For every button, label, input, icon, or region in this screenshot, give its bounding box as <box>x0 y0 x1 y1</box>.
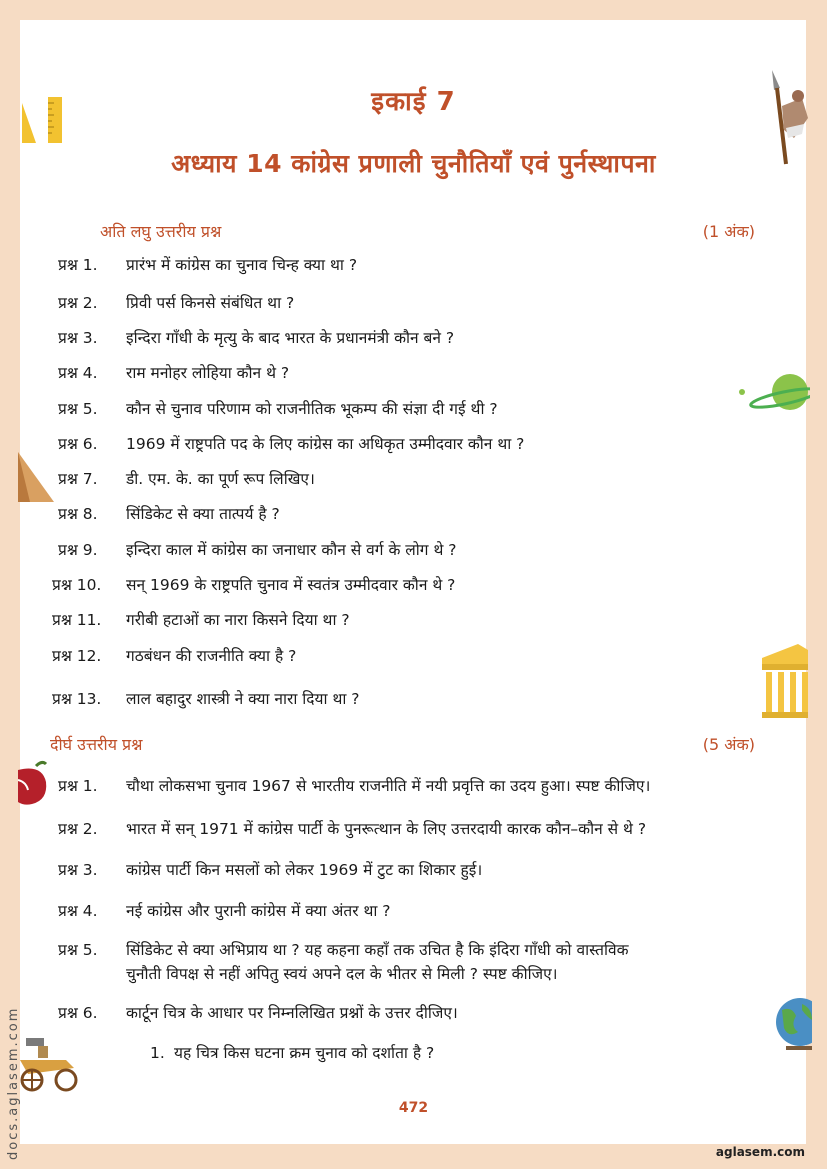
question-number: प्रश्न 5. <box>58 400 98 418</box>
page-number: 472 <box>398 1100 429 1116</box>
sub-question-text: यह चित्र किस घटना क्रम चुनाव को दर्शाता है ? <box>174 1044 435 1062</box>
question-text: डी. एम. के. का पूर्ण रूप लिखिए। <box>126 470 315 488</box>
question-text: कार्टून चित्र के आधार पर निम्नलिखित प्रश्नों के उत्तर दीजिए। <box>126 1004 458 1022</box>
question-number: प्रश्न 13. <box>52 690 102 708</box>
question-number: प्रश्न 9. <box>58 541 98 559</box>
question-text: नई कांग्रेस और पुरानी कांग्रेस में क्या अंतर था ? <box>126 902 391 920</box>
question-number: प्रश्न 1. <box>58 256 98 274</box>
question-number: प्रश्न 7. <box>58 470 98 488</box>
planet-icon <box>738 370 810 416</box>
question-text: इन्दिरा गाँधी के मृत्यु के बाद भारत के प्रधानमंत्री कौन बने ? <box>126 329 455 347</box>
section-marks-long: (5 अंक) <box>702 735 755 754</box>
question-text-continued: चुनौती विपक्ष से नहीं अपितु स्वयं अपने दल के भीतर से मिली ? स्पष्ट कीजिए। <box>126 965 558 983</box>
section-marks-short: (1 अंक) <box>702 222 755 241</box>
question-number: प्रश्न 6. <box>58 1004 98 1022</box>
unit-title: इकाई 7 <box>371 87 456 117</box>
question-number: प्रश्न 1. <box>58 777 98 795</box>
question-number: प्रश्न 2. <box>58 294 98 312</box>
question-number: प्रश्न 3. <box>58 329 98 347</box>
question-text: लाल बहादुर शास्त्री ने क्या नारा दिया था ? <box>126 690 360 708</box>
question-number: प्रश्न 12. <box>52 647 102 665</box>
question-text: 1969 में राष्ट्रपति पद के लिए कांग्रेस का अधिकृत उम्मीदवार कौन था ? <box>126 435 525 453</box>
footer-site: aglasem.com <box>715 1145 805 1159</box>
side-watermark: docs.aglasem.com <box>6 1006 21 1160</box>
question-text: सिंडिकेट से क्या अभिप्राय था ? यह कहना कहाँ तक उचित है कि इंदिरा गाँधी को वास्तविक <box>126 941 629 959</box>
question-number: प्रश्न 11. <box>52 611 102 629</box>
question-text: इन्दिरा काल में कांग्रेस का जनाधार कौन से वर्ग के लोग थे ? <box>126 541 457 559</box>
question-text: प्रिवी पर्स किनसे संबंधित था ? <box>126 294 295 312</box>
question-text: सिंडिकेट से क्या तात्पर्य है ? <box>126 505 280 523</box>
question-number: प्रश्न 4. <box>58 364 98 382</box>
question-text: गरीबी हटाओं का नारा किसने दिया था ? <box>126 611 350 629</box>
globe-icon <box>772 996 812 1052</box>
question-number: प्रश्न 5. <box>58 941 98 959</box>
question-text: चौथा लोकसभा चुनाव 1967 से भारतीय राजनीति में नयी प्रवृत्ति का उदय हुआ। स्पष्ट कीजिए। <box>126 777 651 795</box>
section-heading-short: अति लघु उत्तरीय प्रश्न <box>100 222 222 241</box>
section-heading-long: दीर्घ उत्तरीय प्रश्न <box>50 735 143 754</box>
question-text: भारत में सन् 1971 में कांग्रेस पार्टी के पुनरूत्थान के लिए उत्तरदायी कारक कौन–कौन से थे ? <box>126 820 647 838</box>
chariot-icon <box>18 1034 82 1094</box>
sub-question-number: 1. <box>150 1044 165 1062</box>
question-text: प्रारंभ में कांग्रेस का चुनाव चिन्ह क्या था ? <box>126 256 358 274</box>
question-text: राम मनोहर लोहिया कौन थे ? <box>126 364 290 382</box>
question-number: प्रश्न 2. <box>58 820 98 838</box>
question-text: गठबंधन की राजनीति क्या है ? <box>126 647 297 665</box>
question-text: कांग्रेस पार्टी किन मसलों को लेकर 1969 में टुट का शिकार हुई। <box>126 861 483 879</box>
apple-icon <box>18 760 50 806</box>
question-number: प्रश्न 6. <box>58 435 98 453</box>
question-number: प्रश्न 3. <box>58 861 98 879</box>
question-text: सन् 1969 के राष्ट्रपति चुनाव में स्वतंत्र उम्मीदवार कौन थे ? <box>126 576 456 594</box>
question-number: प्रश्न 10. <box>52 576 102 594</box>
chapter-title: अध्याय 14 कांग्रेस प्रणाली चुनौतियाँ एवं पुर्नस्थापना <box>171 149 656 178</box>
question-text: कौन से चुनाव परिणाम को राजनीतिक भूकम्प की संज्ञा दी गई थी ? <box>126 400 498 418</box>
question-number: प्रश्न 4. <box>58 902 98 920</box>
temple-icon <box>758 640 808 720</box>
pyramid-icon <box>18 448 56 504</box>
question-number: प्रश्न 8. <box>58 505 98 523</box>
